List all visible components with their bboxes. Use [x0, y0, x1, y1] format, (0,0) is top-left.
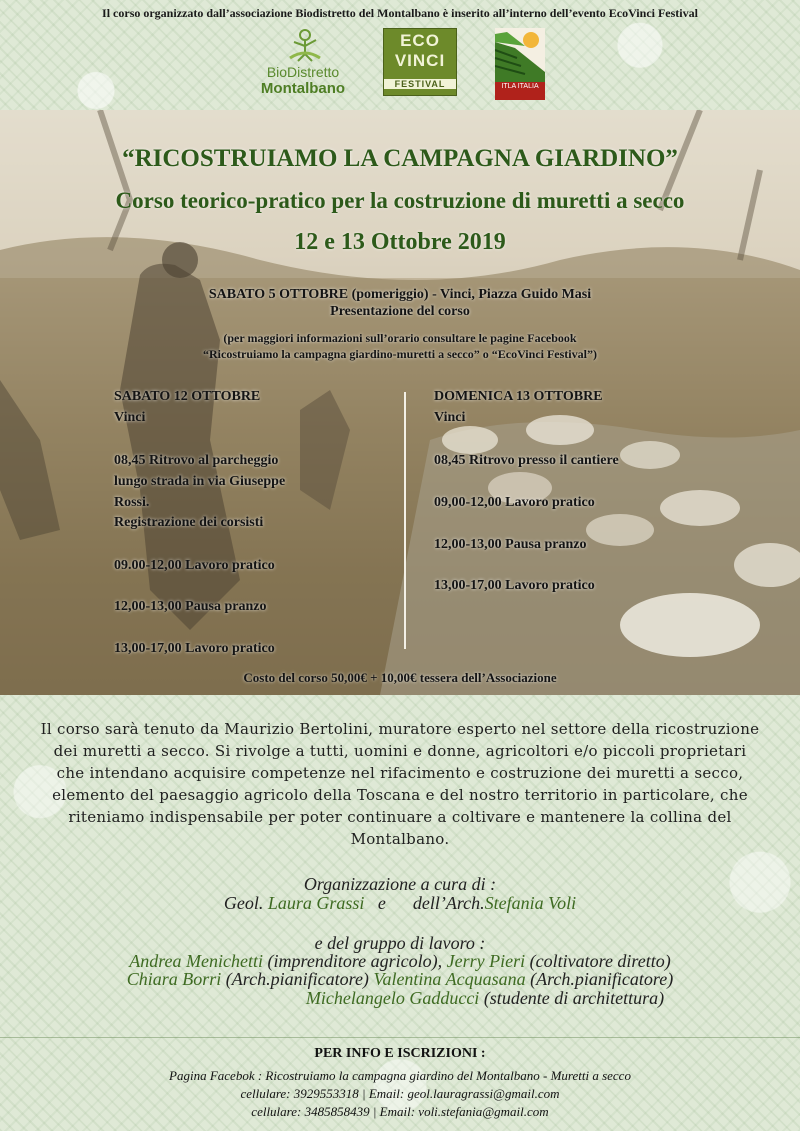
member-role: (studente di architettura) — [483, 988, 665, 1008]
itla-logo — [495, 28, 545, 100]
organizers — [0, 893, 800, 914]
saturday-meeting-3: Rossi. — [114, 495, 150, 510]
organization-title: Organizzazione a cura di : — [303, 874, 497, 894]
member-role: (Arch.pianificatore) — [225, 969, 369, 989]
itla-label: ITLA ITALIA — [495, 82, 545, 100]
course-dates: 12 e 13 Ottobre 2019 — [294, 229, 506, 255]
sunday-day: DOMENICA 13 OTTOBRE — [434, 389, 603, 404]
member-role: (Arch.pianificatore) — [530, 969, 674, 989]
schedule-divider — [404, 392, 406, 649]
top-note: Il corso organizzato dall’associazione Biodistretto del Montalbano è inserito all’interno dell’evento EcoVinci Festival — [102, 6, 698, 20]
biodistretto-name: BioDistretto — [266, 64, 340, 80]
ecovinci-line1: ECO — [400, 31, 440, 50]
member-role: (coltivatore diretto) — [529, 951, 671, 971]
saturday-day: SABATO 12 OTTOBRE — [114, 389, 261, 404]
organizer-laura-grassi: Laura Grassi — [267, 893, 365, 913]
description-line: Il corso sarà tenuto da Maurizio Bertolini, muratore esperto nel settore della ricostruzione — [40, 720, 760, 738]
sunday-place: Vinci — [434, 410, 466, 425]
presentation-label: Presentazione del corso — [330, 304, 470, 319]
sunday-slot-2: 12,00-13,00 Pausa pranzo — [434, 537, 587, 552]
member-name: Valentina Acquasana — [373, 969, 526, 989]
saturday-slot-1: 09.00-12,00 Lavoro pratico — [114, 558, 275, 573]
contact-phone-email-1[interactable]: cellulare: 3929553318 | Email: geol.lauragrassi@gmail.com — [240, 1086, 560, 1101]
contact-phone-email-2[interactable]: cellulare: 3485858439 | Email: voli.stefania@gmail.com — [251, 1104, 549, 1119]
member-name: Andrea Menichetti — [129, 951, 264, 971]
saturday-registration: Registrazione dei corsisti — [114, 515, 264, 530]
course-title: “RICOSTRUIAMO LA CAMPAGNA GIARDINO” — [122, 145, 678, 172]
group-line-2 — [0, 969, 800, 990]
group-title: e del gruppo di lavoro : — [314, 933, 486, 953]
organizer-and: e — [377, 893, 386, 913]
contact-title: PER INFO E ISCRIZIONI : — [314, 1046, 486, 1061]
member-role: (imprenditore agricolo), — [267, 951, 443, 971]
saturday-slot-3: 13,00-17,00 Lavoro pratico — [114, 641, 275, 656]
course-subtitle: Corso teorico-pratico per la costruzione di muretti a secco — [115, 188, 685, 213]
saturday-slot-2: 12,00-13,00 Pausa pranzo — [114, 599, 267, 614]
saturday-meeting-1: 08,45 Ritrovo al parcheggio — [114, 453, 279, 468]
course-cost: Costo del corso 50,00€ + 10,00€ tessera dell’Associazione — [243, 670, 557, 685]
biodistretto-place: Montalbano — [260, 80, 346, 97]
contact-facebook[interactable]: Pagina Facebok : Ricostruiamo la campagna giardino del Montalbano - Muretti a secco — [169, 1068, 631, 1083]
ecovinci-logo — [383, 28, 457, 96]
member-name: Michelangelo Gadducci — [305, 988, 480, 1008]
logo-bar — [0, 26, 800, 102]
geol-prefix: Geol. — [223, 893, 264, 913]
ecovinci-line2: VINCI — [394, 51, 446, 70]
organizer-stefania-voli: Stefania Voli — [484, 893, 577, 913]
presentation-note-1: (per maggiori informazioni sull’orario consultare le pagine Facebook — [223, 331, 577, 345]
contact-divider — [0, 1037, 800, 1038]
description-line: dei muretti a secco. Si rivolge a tutti, uomini e donne, agricoltori e/o piccoli proprietari — [53, 742, 747, 760]
course-description — [26, 718, 774, 850]
saturday-meeting-2: lungo strada in via Giuseppe — [114, 474, 286, 489]
description-line: Montalbano. — [350, 830, 450, 848]
member-name: Jerry Pieri — [446, 951, 526, 971]
sunday-meeting: 08,45 Ritrovo presso il cantiere — [434, 453, 619, 468]
group-line-3 — [0, 988, 800, 1009]
biodistretto-logo — [248, 26, 358, 98]
sunday-slot-3: 13,00-17,00 Lavoro pratico — [434, 578, 595, 593]
member-name: Chiara Borri — [126, 969, 222, 989]
arch-prefix: dell’Arch. — [412, 893, 485, 913]
ecovinci-line3: FESTIVAL — [384, 79, 456, 89]
presentation-note-2: “Ricostruiamo la campagna giardino-muretti a secco” o “EcoVinci Festival”) — [203, 347, 597, 361]
saturday-place: Vinci — [114, 410, 146, 425]
description-line: che intendano acquisire competenze nel rifacimento e costruzione dei muretti a secco, — [56, 764, 744, 782]
biodistretto-figure-icon — [288, 28, 322, 62]
sunday-slot-1: 09,00-12,00 Lavoro pratico — [434, 495, 595, 510]
itla-landscape-icon — [495, 28, 545, 82]
description-line: elemento del paesaggio agricolo della Toscana e del nostro territorio in particolare, che — [52, 786, 748, 804]
description-line: riteniamo indispensabile per poter continuare a coltivare e mantenere la collina del — [68, 808, 732, 826]
presentation-date: SABATO 5 OTTOBRE (pomeriggio) - Vinci, Piazza Guido Masi — [208, 287, 592, 302]
